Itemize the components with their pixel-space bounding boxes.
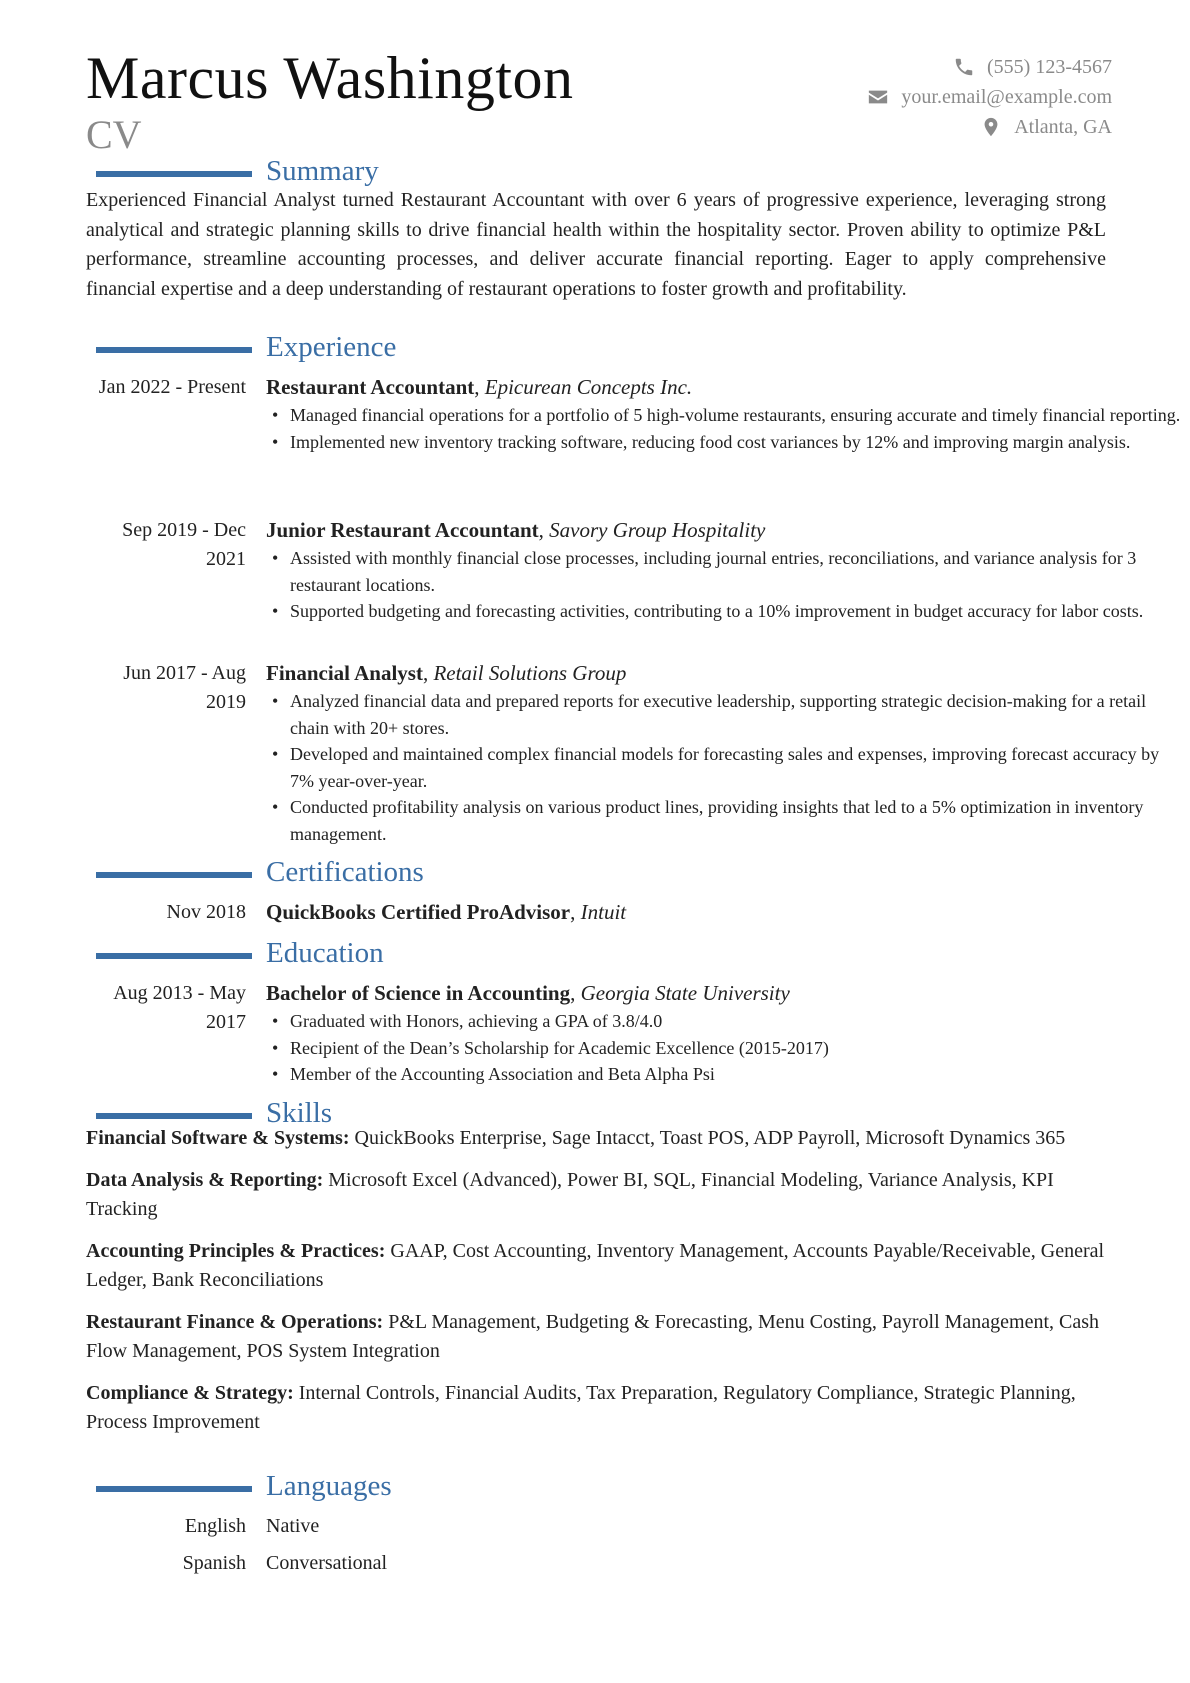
section-bar: [96, 347, 252, 353]
language-row: [86, 1549, 686, 1585]
language-name: Spanish: [182, 1552, 246, 1574]
entry-bullets: [266, 688, 1186, 847]
entry-date: Sep 2019 - Dec 2021: [122, 519, 246, 570]
skills-list: [86, 1124, 1106, 1450]
envelope-icon: [867, 86, 889, 108]
section-bar: [96, 953, 252, 959]
entry-body: [266, 516, 1186, 625]
skill-label: Restaurant Finance & Operations:: [86, 1311, 384, 1333]
entry-title: QuickBooks Certified ProAdvisor, Intuit: [266, 900, 627, 924]
certification-name: QuickBooks Certified ProAdvisor: [266, 900, 571, 924]
skill-group: [86, 1237, 1106, 1295]
skill-group: [86, 1379, 1106, 1437]
map-marker-icon: [980, 116, 1002, 138]
section-bar: [96, 872, 252, 878]
section-title: Experience: [266, 331, 397, 363]
contact-location: [867, 112, 1112, 142]
entry-body: [266, 659, 1186, 847]
language-level: Native: [266, 1515, 320, 1537]
skill-items: P&L Management, Budgeting & Forecasting, Menu Costing, Payroll Management, Cash Flow Management, POS System Integration: [86, 1311, 1100, 1362]
entry-title: Restaurant Accountant, Epicurean Concepts Inc.: [266, 375, 693, 399]
contact-block: [867, 52, 1112, 142]
contact-phone: [867, 52, 1112, 82]
contact-location-text: Atlanta, GA: [1014, 115, 1112, 138]
section-title: Certifications: [266, 856, 424, 888]
entry-date: Nov 2018: [166, 901, 246, 923]
contact-phone-text[interactable]: (555) 123-4567: [987, 55, 1112, 78]
language-name: English: [184, 1515, 246, 1537]
bullet-item: • Implemented new inventory tracking software, reducing food cost variances by 12% and improving margin analysis.: [266, 429, 1186, 456]
language-level: Conversational: [266, 1552, 388, 1574]
entry-org: Intuit: [580, 900, 627, 924]
bullet-item: • Managed financial operations for a portfolio of 5 high-volume restaurants, ensuring accurate and timely financial reporting.: [266, 402, 1186, 429]
entry-body: [266, 898, 1186, 927]
bullet-item: • Conducted profitability analysis on various product lines, providing insights that led to a 5% optimization in inventory management.: [266, 794, 1186, 847]
entry-role: Junior Restaurant Accountant: [266, 518, 539, 542]
entry-title: Financial Analyst, Retail Solutions Group: [266, 661, 627, 685]
section-header-experience: [96, 330, 396, 364]
entry-body: [266, 373, 1186, 455]
entry-title: Junior Restaurant Accountant, Savory Group Hospitality: [266, 518, 766, 542]
entry-date: Jan 2022 - Present: [98, 376, 246, 398]
bullet-item: • Supported budgeting and forecasting activities, contributing to a 10% improvement in budget accuracy for labor costs.: [266, 598, 1186, 625]
bullet-item: • Developed and maintained complex financial models for forecasting sales and expenses, improving forecast accuracy by 7% year-over-year.: [266, 741, 1186, 794]
bullet-item: • Member of the Accounting Association and Beta Alpha Psi: [266, 1061, 1186, 1088]
entry-role: Financial Analyst: [266, 661, 423, 685]
entry-date: Jun 2017 - Aug 2019: [123, 662, 246, 713]
section-bar: [96, 1113, 252, 1119]
section-header-certifications: [96, 855, 424, 889]
skill-label: Accounting Principles & Practices:: [86, 1240, 386, 1262]
skill-items: Microsoft Excel (Advanced), Power BI, SQL, Financial Modeling, Variance Analysis, KPI Tracking: [86, 1169, 1054, 1220]
skill-group: [86, 1308, 1106, 1366]
entry-org: Georgia State University: [580, 981, 790, 1005]
entry-degree: Bachelor of Science in Accounting: [266, 981, 571, 1005]
skill-label: Compliance & Strategy:: [86, 1382, 294, 1404]
entry-title: Bachelor of Science in Accounting, Georgia State University: [266, 981, 790, 1005]
entry-role: Restaurant Accountant: [266, 375, 475, 399]
skill-label: Data Analysis & Reporting:: [86, 1169, 324, 1191]
entry-body: [266, 979, 1186, 1088]
section-bar: [96, 171, 252, 177]
entry-bullets: [266, 402, 1186, 455]
skill-label: Financial Software & Systems:: [86, 1127, 350, 1149]
bullet-item: • Graduated with Honors, achieving a GPA of 3.8/4.0: [266, 1008, 1186, 1035]
skill-items: Internal Controls, Financial Audits, Tax Preparation, Regulatory Compliance, Strategic Planning, Process Improvement: [86, 1382, 1076, 1433]
entry-org: Retail Solutions Group: [433, 661, 627, 685]
language-row: [86, 1512, 686, 1548]
skill-group: [86, 1166, 1106, 1224]
entry-bullets: [266, 545, 1186, 625]
section-header-education: [96, 936, 384, 970]
candidate-name: Marcus Washington: [86, 45, 574, 111]
section-header-summary: [96, 154, 379, 188]
entry-org: Savory Group Hospitality: [549, 518, 766, 542]
phone-icon: [953, 56, 975, 78]
section-title: Languages: [266, 1470, 392, 1502]
bullet-item: • Assisted with monthly financial close processes, including journal entries, reconciliations, and variance analysis for 3 restaurant locations.: [266, 545, 1186, 598]
skill-group: [86, 1124, 1106, 1153]
skill-items: GAAP, Cost Accounting, Inventory Management, Accounts Payable/Receivable, General Ledger, Bank Reconciliations: [86, 1240, 1105, 1291]
entry-bullets: [266, 1008, 1186, 1088]
skill-items: QuickBooks Enterprise, Sage Intacct, Toast POS, ADP Payroll, Microsoft Dynamics 365: [354, 1127, 1066, 1149]
bullet-item: • Recipient of the Dean’s Scholarship for Academic Excellence (2015-2017): [266, 1035, 1186, 1062]
section-title: Skills: [266, 1097, 333, 1129]
section-bar: [96, 1486, 252, 1492]
summary-text: Experienced Financial Analyst turned Restaurant Accountant with over 6 years of progressive experience, leveraging strong analytical and strategic planning skills to drive financial health within the hospitality sector. Proven ability to optimize P&L performance, streamline accounting processes, and deliver accurate financial reporting. Eager to apply comprehensive financial expertise and a deep understanding of restaurant operations to foster growth and profitability.: [86, 189, 1106, 300]
bullet-item: • Analyzed financial data and prepared reports for executive leadership, supporting strategic decision-making for a retail chain with 20+ stores.: [266, 688, 1186, 741]
section-header-languages: [96, 1469, 392, 1503]
section-title: Education: [266, 937, 384, 969]
contact-email-text[interactable]: your.email@example.com: [901, 85, 1112, 108]
document-subtitle: CV: [86, 112, 142, 157]
section-title: Summary: [266, 155, 379, 187]
entry-date: Aug 2013 - May 2017: [113, 982, 246, 1033]
entry-org: Epicurean Concepts Inc.: [484, 375, 693, 399]
contact-email: [867, 82, 1112, 112]
